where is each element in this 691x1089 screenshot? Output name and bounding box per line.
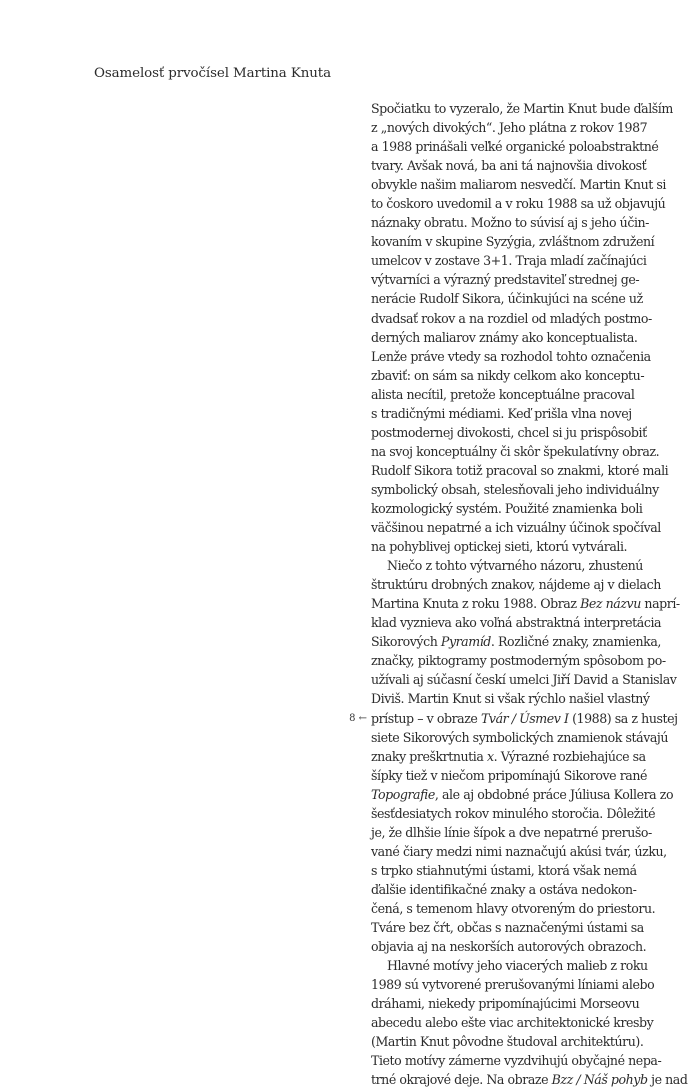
text-line: z „nových divokých“. Jeho plátna z rokov 1987 <box>371 120 648 136</box>
text-line: čená, s temenom hlavy otvoreným do priestoru. <box>371 900 656 916</box>
text-line: šesťdesiatych rokov minulého storočia. Dôležité <box>371 805 656 821</box>
text-line: náznaky obratu. Možno to súvisí aj s jeho účin- <box>371 215 649 231</box>
text-line: s trpko stiahnutými ústami, ktorá však nemá <box>371 862 637 878</box>
text-run: trné okrajové deje. Na obraze <box>371 1072 552 1088</box>
text-line <box>371 747 661 766</box>
text-line: na svoj konceptuálny či skôr špekulatívny obraz. <box>371 443 660 459</box>
text-line: umelcov v zostave 3+1. Traja mladí začínajúci <box>371 253 647 269</box>
artwork-title: Bzz / Náš pohyb <box>551 1072 648 1088</box>
text-line: tvary. Avšak nová, ba ani tá najnovšia divokosť <box>371 158 647 174</box>
artwork-title: Topografie <box>371 786 435 802</box>
text-line: symbolický obsah, stelesňovali jeho individuálny <box>371 481 659 497</box>
text-line <box>371 785 674 804</box>
artwork-title: Bez názvu <box>580 596 641 612</box>
text-line: šípky tiež v niečom pripomínajú Sikorove rané <box>371 767 648 783</box>
text-line: nerácie Rudolf Sikora, účinkujúci na scéne už <box>371 291 643 307</box>
text-line: štruktúru drobných znakov, nájdeme aj v dielach <box>371 577 661 593</box>
text-line: 1989 sú vytvorené prerušovanými líniami alebo <box>371 977 655 993</box>
text-run: , ale aj obdobné práce Júliusa Kollera zo <box>434 786 674 802</box>
text-line: kovaním v skupine Syzýgia, zvláštnom združení <box>371 234 655 250</box>
text-line: obvykle našim maliarom nesvedčí. Martin Knut si <box>371 177 667 193</box>
text-line: klad vyznieva ako voľná abstraktná interpretácia <box>371 615 662 631</box>
text-run: je nad <box>647 1072 688 1088</box>
text-line: objavia aj na neskorších autorových obrazoch. <box>371 939 647 955</box>
text-line: je, že dlhšie línie šípok a dve nepatrné prerušo- <box>371 824 652 840</box>
text-line: zbaviť: on sám sa nikdy celkom ako konceptu- <box>371 367 645 383</box>
text-line: výtvarníci a výrazný predstaviteľ strednej ge- <box>371 272 640 288</box>
running-head: Osamelosť prvočísel Martina Knuta <box>94 66 331 81</box>
text-line: dvadsať rokov a na rozdiel od mladých postmo- <box>371 310 652 326</box>
text-line: abecedu alebo ešte viac architektonické kresby <box>371 1015 654 1031</box>
text-line: derných maliarov známy ako konceptualista. <box>371 329 638 345</box>
text-line: na pohyblivej optickej sieti, ktorú vytvárali. <box>371 539 628 555</box>
text-line: s tradičnými médiami. Keď prišla vlna novej <box>371 405 632 421</box>
text-line: dráhami, niekedy pripomínajúcimi Morseovu <box>371 996 640 1012</box>
text-line: (Martin Knut pôvodne študoval architektúru). <box>371 1034 644 1050</box>
text-line: siete Sikorových symbolických znamienok stávajú <box>371 729 669 745</box>
body-text-column <box>349 99 688 1089</box>
text-line <box>371 1070 688 1089</box>
text-line: Lenže práve vtedy sa rozhodol tohto označenia <box>371 348 651 364</box>
text-line: alista necítil, pretože konceptuálne pracoval <box>371 386 635 402</box>
text-line: Spočiatku to vyzeralo, že Martin Knut bude ďalším <box>371 101 673 116</box>
text-line: kozmologický systém. Použité znamienka boli <box>371 500 643 516</box>
artwork-title: Tvár / Úsmev I <box>480 710 569 726</box>
artwork-title: Pyramíd <box>440 634 491 650</box>
text-run: . Rozličné znaky, znamienka, <box>490 634 661 650</box>
text-line <box>371 594 680 613</box>
text-line: značky, piktogramy postmoderným spôsobom po- <box>371 653 666 669</box>
text-run: (1988) sa z hustej <box>568 710 678 726</box>
paragraph-start-line: Niečo z tohto výtvarného názoru, zhustenú <box>387 558 643 574</box>
italic-symbol: x <box>487 748 494 764</box>
text-line: a 1988 prinášali veľké organické poloabstraktné <box>371 139 659 155</box>
text-run: znaky preškrtnutia <box>371 748 487 764</box>
text-line: Diviš. Martin Knut si však rýchlo našiel vlastný <box>371 691 650 707</box>
text-run: naprí- <box>640 596 680 612</box>
text-line: to čoskoro uvedomil a v roku 1988 sa už objavujú <box>371 196 666 212</box>
text-run: . Výrazné rozbiehajúce sa <box>493 748 646 764</box>
text-line <box>371 632 661 651</box>
text-line: ďalšie identifikačné znaky a ostáva nedokon- <box>371 881 637 897</box>
text-line: väčšinou nepatrné a ich vizuálny účinok spočíval <box>371 520 661 536</box>
text-line <box>349 709 678 728</box>
text-line: Tváre bez čŕt, občas s naznačenými ústami sa <box>371 920 644 936</box>
paragraph-start-line: Hlavné motívy jeho viacerých malieb z roku <box>387 958 648 974</box>
text-line: vané čiary medzi nimi naznačujú akúsi tvár, úzku, <box>371 843 667 859</box>
text-line: užívali aj súčasní českí umelci Jiří David a Stanislav <box>371 672 677 688</box>
text-run: prístup – v obraze <box>371 710 481 726</box>
text-run: Sikorových <box>371 634 441 650</box>
text-line: Rudolf Sikora totiž pracoval so znakmi, ktoré mali <box>371 462 669 478</box>
text-run: Martina Knuta z roku 1988. Obraz <box>371 596 581 612</box>
margin-reference: 8 ← <box>349 712 367 724</box>
text-line: postmodernej divokosti, chcel si ju prispôsobiť <box>371 424 647 440</box>
text-line: Tieto motívy zámerne vyzdvihujú obyčajné nepa- <box>371 1053 662 1069</box>
